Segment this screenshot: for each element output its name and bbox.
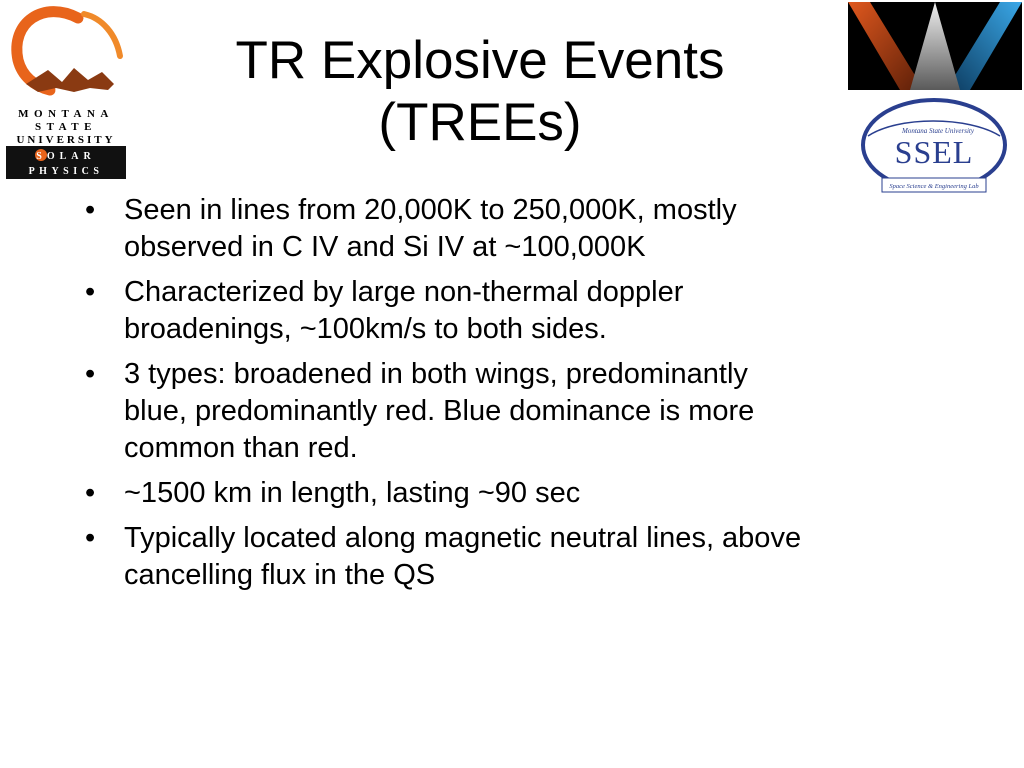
ssel-main-text: SSEL — [894, 134, 974, 170]
msu-line-4: SOLAR — [36, 151, 96, 162]
bullet-item — [85, 192, 945, 266]
bullet-item — [85, 356, 945, 467]
msu-line-3: UNIVERSITY — [16, 134, 116, 146]
slide-title — [150, 30, 810, 154]
bullet-1-line-2: observed in C IV and Si IV at ~100,000K — [124, 231, 646, 263]
spotlight-logo — [848, 2, 1022, 90]
montana-state-solar-physics-logo-icon — [4, 4, 128, 180]
msu-line-1: MONTANA — [18, 108, 114, 120]
bullet-5-line-2: cancelling flux in the QS — [124, 559, 436, 591]
slide-title-line-1: TR Explosive Events — [235, 31, 725, 90]
bullet-marker: • — [85, 477, 96, 509]
bullet-4-line-1: ~1500 km in length, lasting ~90 sec — [124, 477, 581, 509]
msu-line-2: STATE — [35, 121, 97, 133]
bullet-item — [85, 475, 945, 512]
bullet-3-line-3: common than red. — [124, 432, 358, 464]
msu-solar-physics-logo — [4, 4, 128, 180]
bullet-2-line-1: Characterized by large non-thermal doppler — [124, 276, 684, 308]
bullet-3-line-2: blue, predominantly red. Blue dominance is more — [124, 395, 755, 427]
bullet-item — [85, 520, 945, 594]
bullet-marker: • — [85, 276, 96, 308]
bullet-1-line-1: Seen in lines from 20,000K to 250,000K, mostly — [124, 194, 737, 226]
ssel-top-text: Montana State University — [902, 127, 974, 135]
ssel-bottom-text: Space Science & Engineering Lab — [889, 183, 979, 190]
bullet-5-line-1: Typically located along magnetic neutral lines, above — [124, 522, 802, 554]
slide-title-line-2: (TREEs) — [378, 93, 582, 152]
bullet-3-line-1: 3 types: broadened in both wings, predominantly — [124, 358, 748, 390]
bullet-marker: • — [85, 194, 96, 226]
bullet-2-line-2: broadenings, ~100km/s to both sides. — [124, 313, 607, 345]
bullet-list — [85, 192, 945, 602]
bullet-marker: • — [85, 358, 96, 390]
bullet-marker: • — [85, 522, 96, 554]
ssel-logo — [858, 96, 1010, 198]
spotlight-beams-logo-icon — [848, 2, 1022, 90]
bullet-item — [85, 274, 945, 348]
ssel-logo-icon — [858, 96, 1010, 198]
msu-line-5: PHYSICS — [28, 166, 104, 177]
